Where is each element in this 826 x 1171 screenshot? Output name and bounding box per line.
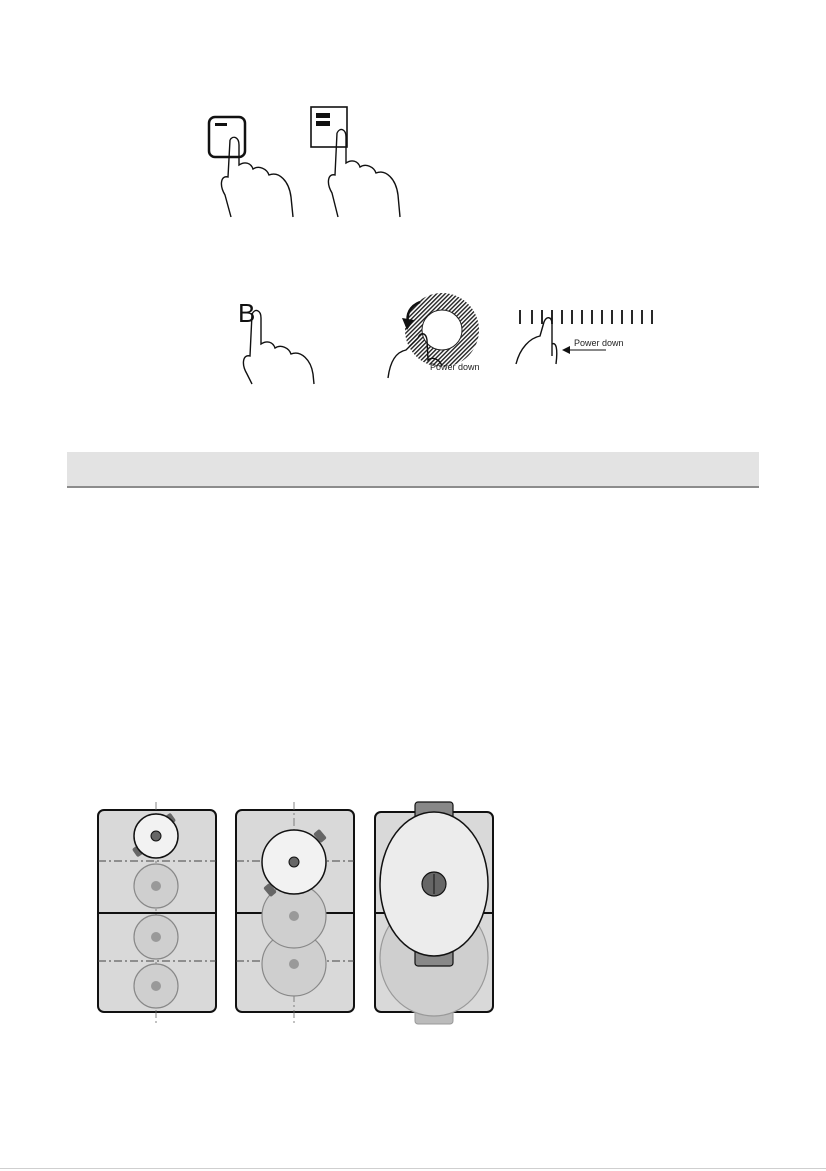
pot-inactive: [134, 864, 178, 908]
cookware-placement-diagram: [90, 798, 510, 1033]
section-header-bar: [67, 452, 759, 488]
pot-inactive: [134, 915, 178, 959]
slider-caption: Power down: [574, 338, 624, 348]
rotary-dial-illustration: [380, 290, 490, 382]
touch-keys-illustration: [195, 105, 420, 220]
b-key-illustration: [230, 296, 320, 386]
b-key-label: B: [238, 298, 256, 328]
slider-ticks: [520, 310, 652, 324]
panel-medium-pots: [236, 802, 354, 1024]
slider-illustration: [510, 304, 660, 380]
pot-inactive: [134, 964, 178, 1008]
page-edge: [0, 1168, 826, 1169]
panel-large-roaster: [375, 802, 493, 1026]
pointing-hand-icon: [516, 318, 557, 364]
dial-caption: Power down: [430, 362, 480, 372]
panel-small-pots: [98, 802, 216, 1024]
